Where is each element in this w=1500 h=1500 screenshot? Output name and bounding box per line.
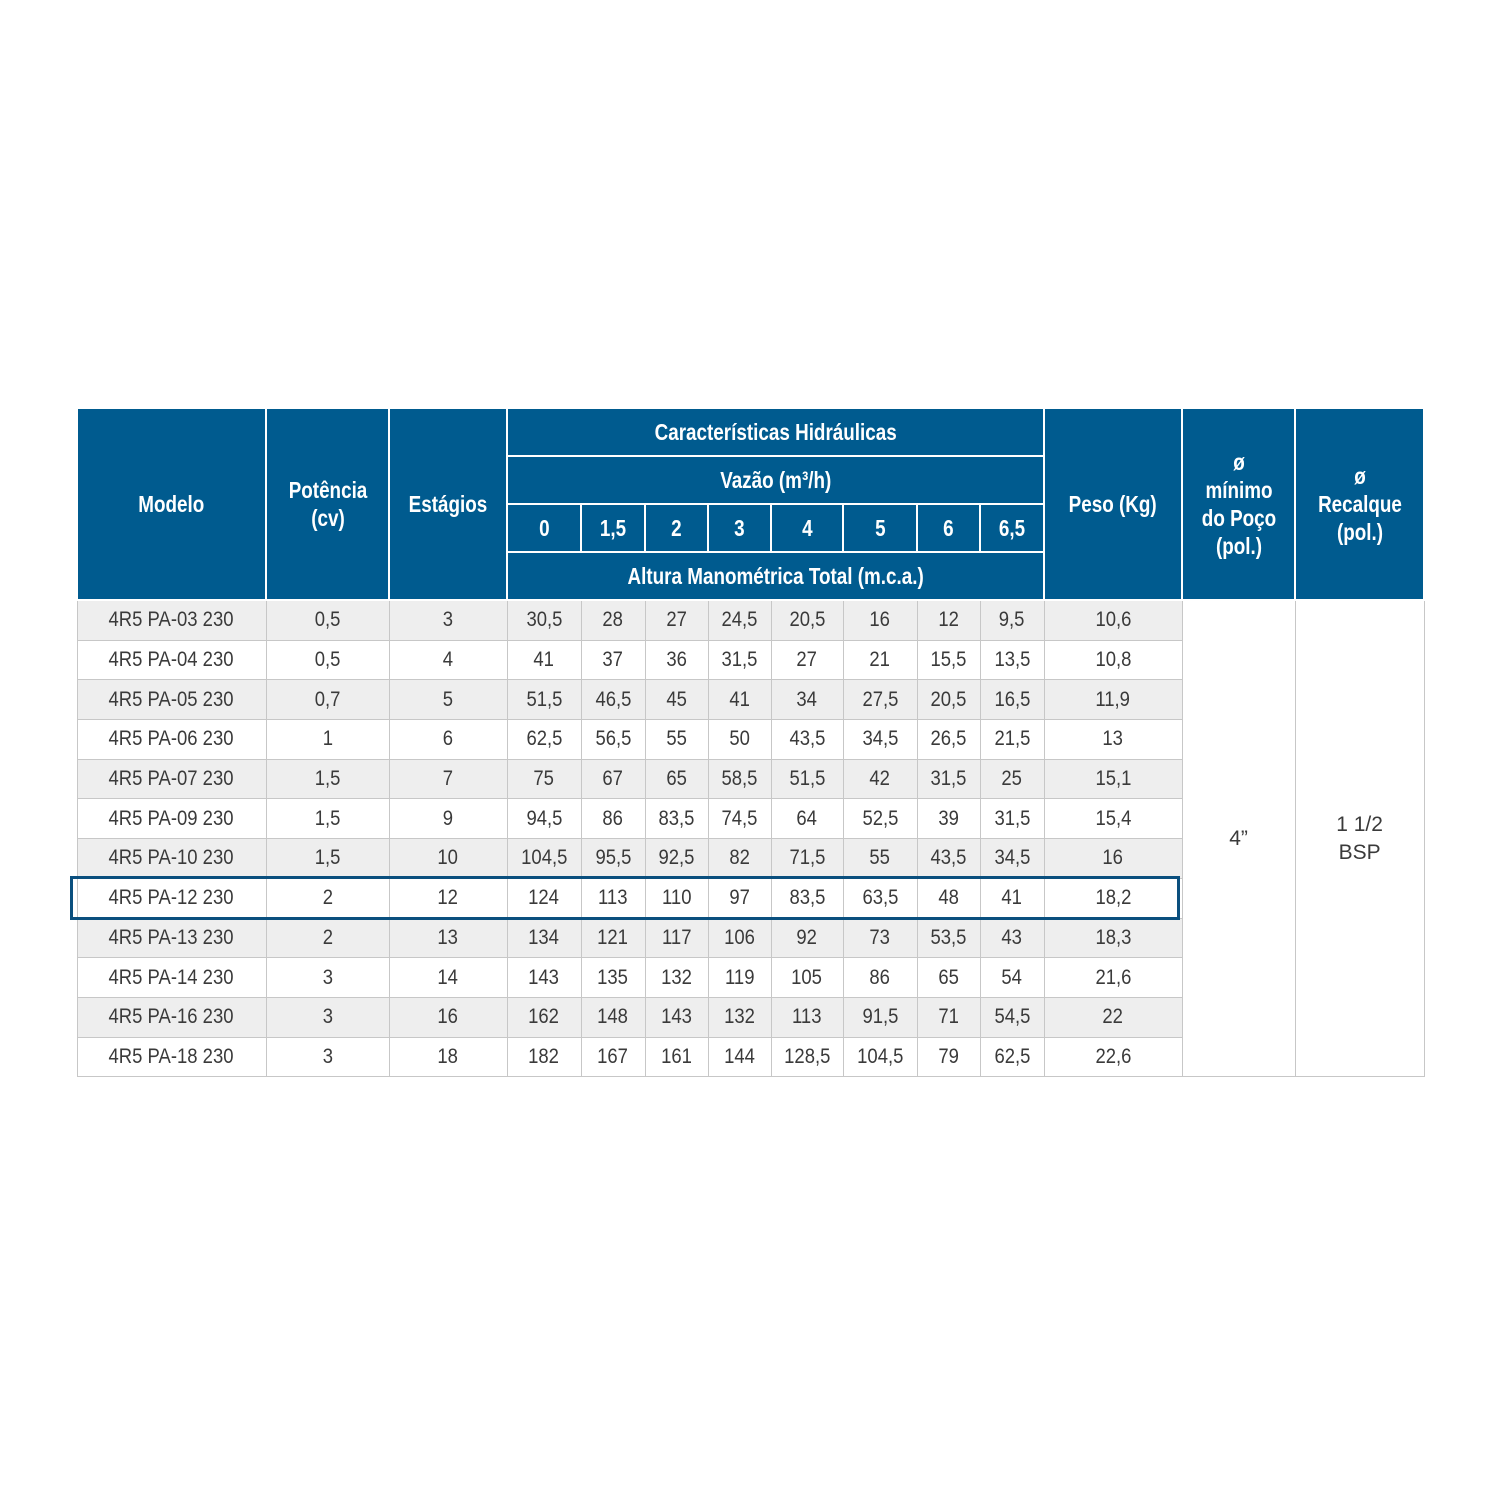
head-value-cell: 71,5 xyxy=(771,839,843,879)
head-value-cell: 16 xyxy=(843,600,917,640)
head-value-cell: 182 xyxy=(507,1037,581,1077)
table-header xyxy=(77,408,1424,600)
head-value-cell: 92,5 xyxy=(645,839,708,879)
head-value-cell: 20,5 xyxy=(771,600,843,640)
head-value-cell: 39 xyxy=(917,799,980,839)
modelo-cell: 4R5 PA-04 230 xyxy=(77,640,266,680)
peso-cell: 22,6 xyxy=(1044,1037,1182,1077)
head-value-cell: 161 xyxy=(645,1037,708,1077)
estagios-cell: 18 xyxy=(389,1037,507,1077)
peso-cell: 11,9 xyxy=(1044,680,1182,720)
head-value-cell: 28 xyxy=(581,600,645,640)
modelo-cell: 4R5 PA-18 230 xyxy=(77,1037,266,1077)
head-value-cell: 83,5 xyxy=(645,799,708,839)
flow-header-cell: 1,5 xyxy=(581,504,645,552)
head-value-cell: 117 xyxy=(645,918,708,958)
potencia-cell: 3 xyxy=(266,1037,389,1077)
estagios-cell: 7 xyxy=(389,759,507,799)
head-value-cell: 31,5 xyxy=(917,759,980,799)
head-value-cell: 46,5 xyxy=(581,680,645,720)
head-value-cell: 128,5 xyxy=(771,1037,843,1077)
recalque-merged-cell: 1 1/2 BSP xyxy=(1295,600,1424,1077)
estagios-cell: 12 xyxy=(389,878,507,918)
peso-cell: 13 xyxy=(1044,720,1182,760)
estagios-cell: 9 xyxy=(389,799,507,839)
head-value-cell: 67 xyxy=(581,759,645,799)
head-value-cell: 79 xyxy=(917,1037,980,1077)
head-value-cell: 36 xyxy=(645,640,708,680)
potencia-cell: 2 xyxy=(266,918,389,958)
flow-header-cell: 3 xyxy=(708,504,771,552)
head-value-cell: 24,5 xyxy=(708,600,771,640)
head-value-cell: 21,5 xyxy=(980,720,1044,760)
modelo-cell: 4R5 PA-09 230 xyxy=(77,799,266,839)
flow-header-cell: 0 xyxy=(507,504,581,552)
head-value-cell: 71 xyxy=(917,997,980,1037)
potencia-cell: 1,5 xyxy=(266,799,389,839)
potencia-cell: 3 xyxy=(266,958,389,998)
estagios-cell: 6 xyxy=(389,720,507,760)
head-value-cell: 65 xyxy=(917,958,980,998)
head-value-cell: 75 xyxy=(507,759,581,799)
head-value-cell: 43,5 xyxy=(771,720,843,760)
head-value-cell: 30,5 xyxy=(507,600,581,640)
peso-cell: 22 xyxy=(1044,997,1182,1037)
head-value-cell: 12 xyxy=(917,600,980,640)
estagios-cell: 14 xyxy=(389,958,507,998)
spec-table-container xyxy=(76,407,1423,1077)
head-value-cell: 31,5 xyxy=(980,799,1044,839)
flow-header-cell: 4 xyxy=(771,504,843,552)
head-value-cell: 20,5 xyxy=(917,680,980,720)
head-value-cell: 65 xyxy=(645,759,708,799)
head-value-cell: 48 xyxy=(917,878,980,918)
head-value-cell: 51,5 xyxy=(507,680,581,720)
head-value-cell: 86 xyxy=(843,958,917,998)
head-value-cell: 62,5 xyxy=(980,1037,1044,1077)
head-value-cell: 58,5 xyxy=(708,759,771,799)
head-value-cell: 26,5 xyxy=(917,720,980,760)
head-value-cell: 135 xyxy=(581,958,645,998)
header-poco: ø mínimo do Poço (pol.) xyxy=(1182,408,1295,600)
flow-header-cell: 6 xyxy=(917,504,980,552)
head-value-cell: 94,5 xyxy=(507,799,581,839)
head-value-cell: 82 xyxy=(708,839,771,879)
head-value-cell: 45 xyxy=(645,680,708,720)
head-value-cell: 104,5 xyxy=(843,1037,917,1077)
head-value-cell: 95,5 xyxy=(581,839,645,879)
head-value-cell: 74,5 xyxy=(708,799,771,839)
head-value-cell: 73 xyxy=(843,918,917,958)
peso-cell: 18,2 xyxy=(1044,878,1182,918)
head-value-cell: 53,5 xyxy=(917,918,980,958)
head-value-cell: 83,5 xyxy=(771,878,843,918)
modelo-cell: 4R5 PA-05 230 xyxy=(77,680,266,720)
header-altura: Altura Manométrica Total (m.c.a.) xyxy=(507,552,1044,600)
head-value-cell: 52,5 xyxy=(843,799,917,839)
head-value-cell: 27,5 xyxy=(843,680,917,720)
pump-spec-table xyxy=(76,407,1425,1077)
header-vazao: Vazão (m³/h) xyxy=(507,456,1044,504)
potencia-cell: 0,5 xyxy=(266,640,389,680)
head-value-cell: 144 xyxy=(708,1037,771,1077)
estagios-cell: 10 xyxy=(389,839,507,879)
head-value-cell: 27 xyxy=(645,600,708,640)
head-value-cell: 62,5 xyxy=(507,720,581,760)
head-value-cell: 54 xyxy=(980,958,1044,998)
head-value-cell: 132 xyxy=(645,958,708,998)
potencia-cell: 0,5 xyxy=(266,600,389,640)
head-value-cell: 25 xyxy=(980,759,1044,799)
modelo-cell: 4R5 PA-13 230 xyxy=(77,918,266,958)
head-value-cell: 105 xyxy=(771,958,843,998)
peso-cell: 10,8 xyxy=(1044,640,1182,680)
flow-header-cell: 5 xyxy=(843,504,917,552)
estagios-cell: 13 xyxy=(389,918,507,958)
modelo-cell: 4R5 PA-10 230 xyxy=(77,839,266,879)
head-value-cell: 34,5 xyxy=(843,720,917,760)
head-value-cell: 162 xyxy=(507,997,581,1037)
potencia-cell: 1 xyxy=(266,720,389,760)
head-value-cell: 34,5 xyxy=(980,839,1044,879)
modelo-cell: 4R5 PA-03 230 xyxy=(77,600,266,640)
head-value-cell: 55 xyxy=(843,839,917,879)
header-potencia: Potência (cv) xyxy=(266,408,389,600)
modelo-cell: 4R5 PA-07 230 xyxy=(77,759,266,799)
head-value-cell: 91,5 xyxy=(843,997,917,1037)
head-value-cell: 51,5 xyxy=(771,759,843,799)
head-value-cell: 143 xyxy=(645,997,708,1037)
head-value-cell: 104,5 xyxy=(507,839,581,879)
peso-cell: 15,1 xyxy=(1044,759,1182,799)
head-value-cell: 106 xyxy=(708,918,771,958)
table-body xyxy=(77,600,1424,1077)
potencia-cell: 3 xyxy=(266,997,389,1037)
head-value-cell: 43 xyxy=(980,918,1044,958)
poco-merged-cell: 4” xyxy=(1182,600,1295,1077)
head-value-cell: 43,5 xyxy=(917,839,980,879)
head-value-cell: 15,5 xyxy=(917,640,980,680)
head-value-cell: 113 xyxy=(771,997,843,1037)
potencia-cell: 2 xyxy=(266,878,389,918)
head-value-cell: 16,5 xyxy=(980,680,1044,720)
head-value-cell: 64 xyxy=(771,799,843,839)
head-value-cell: 41 xyxy=(980,878,1044,918)
peso-cell: 15,4 xyxy=(1044,799,1182,839)
head-value-cell: 92 xyxy=(771,918,843,958)
head-value-cell: 56,5 xyxy=(581,720,645,760)
estagios-cell: 5 xyxy=(389,680,507,720)
peso-cell: 16 xyxy=(1044,839,1182,879)
peso-cell: 10,6 xyxy=(1044,600,1182,640)
head-value-cell: 124 xyxy=(507,878,581,918)
head-value-cell: 54,5 xyxy=(980,997,1044,1037)
head-value-cell: 37 xyxy=(581,640,645,680)
head-value-cell: 41 xyxy=(708,680,771,720)
head-value-cell: 167 xyxy=(581,1037,645,1077)
table-row xyxy=(77,600,1424,640)
header-peso: Peso (Kg) xyxy=(1044,408,1182,600)
head-value-cell: 21 xyxy=(843,640,917,680)
head-value-cell: 97 xyxy=(708,878,771,918)
head-value-cell: 50 xyxy=(708,720,771,760)
head-value-cell: 121 xyxy=(581,918,645,958)
modelo-cell: 4R5 PA-06 230 xyxy=(77,720,266,760)
head-value-cell: 132 xyxy=(708,997,771,1037)
estagios-cell: 3 xyxy=(389,600,507,640)
head-value-cell: 34 xyxy=(771,680,843,720)
head-value-cell: 42 xyxy=(843,759,917,799)
modelo-cell: 4R5 PA-12 230 xyxy=(77,878,266,918)
header-estagios: Estágios xyxy=(389,408,507,600)
head-value-cell: 143 xyxy=(507,958,581,998)
head-value-cell: 113 xyxy=(581,878,645,918)
peso-cell: 18,3 xyxy=(1044,918,1182,958)
head-value-cell: 13,5 xyxy=(980,640,1044,680)
head-value-cell: 134 xyxy=(507,918,581,958)
head-value-cell: 31,5 xyxy=(708,640,771,680)
head-value-cell: 86 xyxy=(581,799,645,839)
modelo-cell: 4R5 PA-14 230 xyxy=(77,958,266,998)
head-value-cell: 63,5 xyxy=(843,878,917,918)
potencia-cell: 1,5 xyxy=(266,839,389,879)
header-recalque: ø Recalque (pol.) xyxy=(1295,408,1424,600)
header-modelo: Modelo xyxy=(77,408,266,600)
flow-header-cell: 6,5 xyxy=(980,504,1044,552)
head-value-cell: 119 xyxy=(708,958,771,998)
head-value-cell: 9,5 xyxy=(980,600,1044,640)
head-value-cell: 55 xyxy=(645,720,708,760)
modelo-cell: 4R5 PA-16 230 xyxy=(77,997,266,1037)
potencia-cell: 1,5 xyxy=(266,759,389,799)
head-value-cell: 27 xyxy=(771,640,843,680)
header-caracteristicas: Características Hidráulicas xyxy=(507,408,1044,456)
estagios-cell: 4 xyxy=(389,640,507,680)
flow-header-cell: 2 xyxy=(645,504,708,552)
head-value-cell: 148 xyxy=(581,997,645,1037)
peso-cell: 21,6 xyxy=(1044,958,1182,998)
potencia-cell: 0,7 xyxy=(266,680,389,720)
estagios-cell: 16 xyxy=(389,997,507,1037)
head-value-cell: 110 xyxy=(645,878,708,918)
head-value-cell: 41 xyxy=(507,640,581,680)
